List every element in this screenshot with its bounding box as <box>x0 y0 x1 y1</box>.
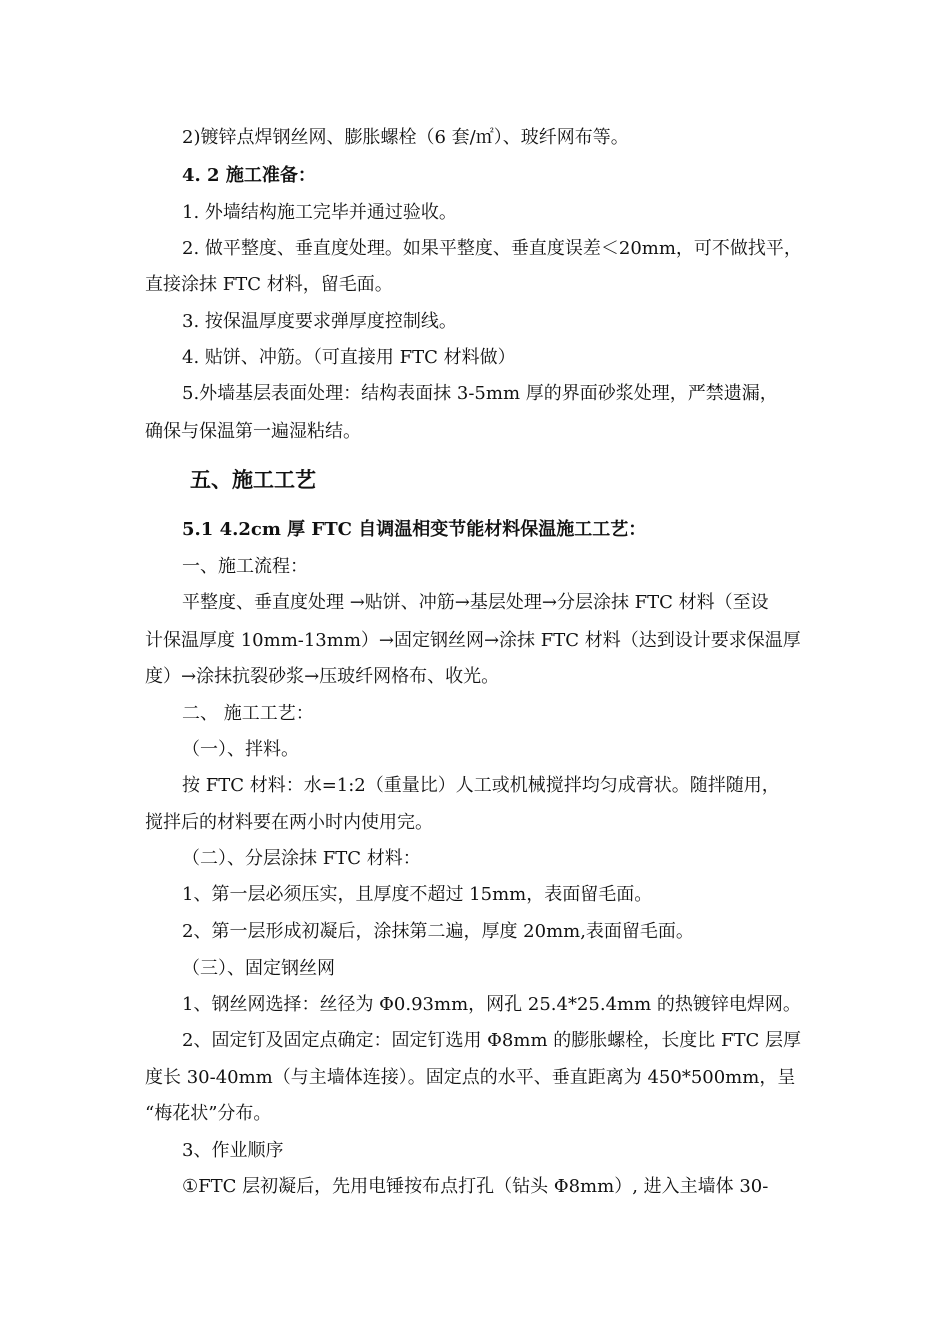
text-line: 平整度、垂直度处理 →贴饼、冲筋→基层处理→分层涂抹 FTC 材料（至设 <box>182 592 769 613</box>
text-line: 计保温厚度 10mm-13mm）→固定钢丝网→涂抹 FTC 材料（达到设计要求保温厚 <box>145 630 801 651</box>
text-line: 确保与保温第一遍湿粘结。 <box>145 421 361 442</box>
text-line: 直接涂抹 FTC 材料，留毛面。 <box>145 274 393 295</box>
section-heading-4-2: 4. 2 施工准备： <box>182 165 316 186</box>
text-line: 1. 外墙结构施工完毕并通过验收。 <box>182 202 457 223</box>
text-line: “梅花状”分布。 <box>145 1103 272 1124</box>
text-line: 2)镀锌点焊钢丝网、膨胀螺栓（6 套/㎡）、玻纤网布等。 <box>182 127 629 148</box>
chapter-heading: 五、施工工艺 <box>190 468 316 492</box>
text-line: 搅拌后的材料要在两小时内使用完。 <box>145 812 433 833</box>
text-line: 一、施工流程： <box>182 556 308 577</box>
text-line: 2、第一层形成初凝后，涂抹第二遍，厚度 20mm,表面留毛面。 <box>182 921 694 942</box>
text-line: （二）、分层涂抹 FTC 材料： <box>182 848 421 869</box>
text-line: 1、钢丝网选择：丝径为 Φ0.93mm，网孔 25.4*25.4mm 的热镀锌电焊网。 <box>182 994 801 1015</box>
text-line: 度长 30-40mm（与主墙体连接）。固定点的水平、垂直距离为 450*500mm，呈 <box>145 1067 796 1088</box>
text-line: 5.外墙基层表面处理：结构表面抹 3-5mm 厚的界面砂浆处理，严禁遗漏， <box>182 383 778 404</box>
text-line: 3、作业顺序 <box>182 1140 284 1161</box>
text-line: 1、第一层必须压实，且厚度不超过 15mm，表面留毛面。 <box>182 884 653 905</box>
text-line: 2、固定钉及固定点确定：固定钉选用 Φ8mm 的膨胀螺栓，长度比 FTC 层厚 <box>182 1030 801 1051</box>
text-line: 二、 施工工艺： <box>182 703 314 724</box>
text-line: ①FTC 层初凝后，先用电锤按布点打孔（钻头 Φ8mm）, 进入主墙体 30- <box>182 1176 769 1197</box>
section-heading-5-1: 5.1 4.2cm 厚 FTC 自调温相变节能材料保温施工工艺： <box>182 519 647 540</box>
text-line: 4. 贴饼、冲筋。（可直接用 FTC 材料做） <box>182 347 516 368</box>
text-line: 度）→涂抹抗裂砂浆→压玻纤网格布、收光。 <box>145 666 500 687</box>
text-line: （三）、固定钢丝网 <box>182 958 335 979</box>
text-line: 3. 按保温厚度要求弹厚度控制线。 <box>182 311 457 332</box>
text-line: 按 FTC 材料：水=1:2（重量比）人工或机械搅拌均匀成膏状。随拌随用， <box>182 775 780 796</box>
text-line: （一）、拌料。 <box>182 739 299 760</box>
text-line: 2. 做平整度、垂直度处理。如果平整度、垂直度误差＜20mm，可不做找平， <box>182 238 802 259</box>
